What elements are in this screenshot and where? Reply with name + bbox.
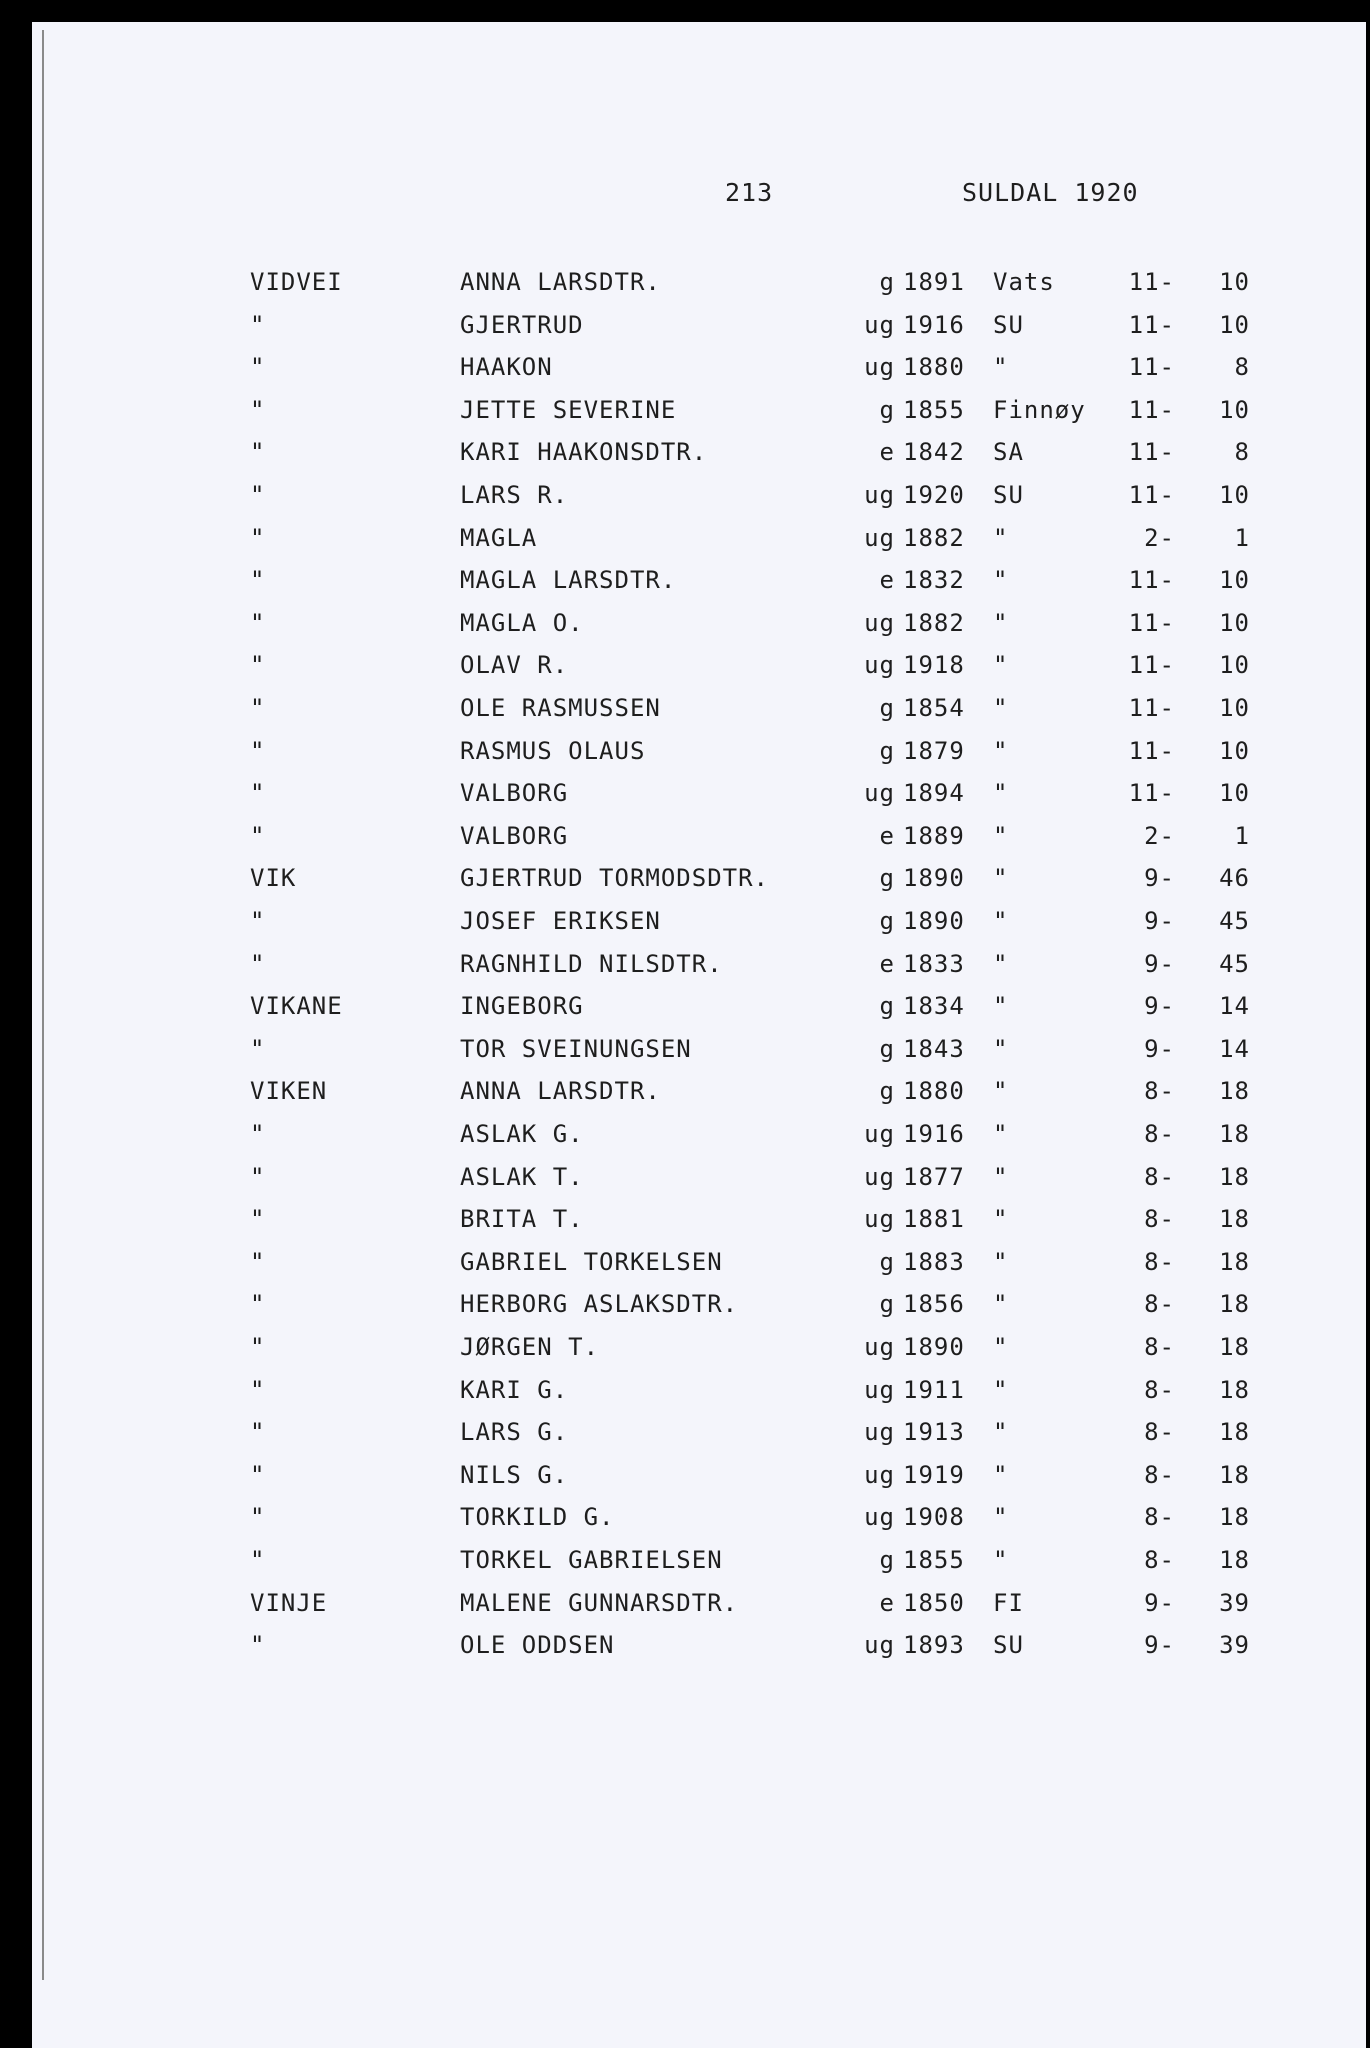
place-cell: " <box>250 907 266 935</box>
year-cell: 1890 <box>903 1333 965 1361</box>
status-cell: ug <box>864 779 895 807</box>
table-row <box>0 907 1370 947</box>
status-cell: g <box>879 737 895 765</box>
household-number-cell: 10 <box>1219 609 1250 637</box>
year-cell: 1879 <box>903 737 965 765</box>
year-cell: 1883 <box>903 1248 965 1276</box>
household-number-cell: 45 <box>1219 950 1250 978</box>
house-number-cell: 8- <box>1144 1503 1175 1531</box>
place-cell: " <box>250 779 266 807</box>
name-cell: ASLAK G. <box>460 1120 584 1148</box>
table-row <box>0 609 1370 649</box>
birthplace-cell: " <box>993 1035 1009 1063</box>
household-number-cell: 10 <box>1219 481 1250 509</box>
table-row <box>0 864 1370 904</box>
household-number-cell: 45 <box>1219 907 1250 935</box>
birthplace-cell: Vats <box>993 268 1055 296</box>
year-cell: 1832 <box>903 566 965 594</box>
status-cell: ug <box>864 311 895 339</box>
year-cell: 1913 <box>903 1418 965 1446</box>
table-row <box>0 1163 1370 1203</box>
household-number-cell: 8 <box>1234 438 1250 466</box>
table-row <box>0 1035 1370 1075</box>
house-number-cell: 8- <box>1144 1248 1175 1276</box>
name-cell: RAGNHILD NILSDTR. <box>460 950 723 978</box>
status-cell: ug <box>864 1418 895 1446</box>
household-number-cell: 10 <box>1219 311 1250 339</box>
table-row <box>0 353 1370 393</box>
birthplace-cell: " <box>993 1163 1009 1191</box>
house-number-cell: 11- <box>1128 481 1175 509</box>
status-cell: ug <box>864 1333 895 1361</box>
status-cell: ug <box>864 481 895 509</box>
birthplace-cell: " <box>993 1077 1009 1105</box>
table-row <box>0 1205 1370 1245</box>
year-cell: 1890 <box>903 864 965 892</box>
birthplace-cell: " <box>993 992 1009 1020</box>
name-cell: MAGLA O. <box>460 609 584 637</box>
name-cell: HERBORG ASLAKSDTR. <box>460 1290 739 1318</box>
birthplace-cell: " <box>993 1290 1009 1318</box>
table-row <box>0 481 1370 521</box>
table-row <box>0 1376 1370 1416</box>
name-cell: LARS G. <box>460 1418 569 1446</box>
house-number-cell: 11- <box>1128 737 1175 765</box>
household-number-cell: 18 <box>1219 1418 1250 1446</box>
status-cell: e <box>879 1589 895 1617</box>
year-cell: 1918 <box>903 651 965 679</box>
name-cell: BRITA T. <box>460 1205 584 1233</box>
birthplace-cell: " <box>993 651 1009 679</box>
birthplace-cell: FI <box>993 1589 1024 1617</box>
name-cell: MALENE GUNNARSDTR. <box>460 1589 739 1617</box>
household-number-cell: 18 <box>1219 1503 1250 1531</box>
household-number-cell: 39 <box>1219 1631 1250 1659</box>
house-number-cell: 8- <box>1144 1418 1175 1446</box>
place-cell: " <box>250 1333 266 1361</box>
place-cell: " <box>250 311 266 339</box>
year-cell: 1880 <box>903 353 965 381</box>
place-cell: " <box>250 822 266 850</box>
birthplace-cell: " <box>993 1333 1009 1361</box>
name-cell: NILS G. <box>460 1461 569 1489</box>
table-row <box>0 1546 1370 1586</box>
status-cell: g <box>879 268 895 296</box>
name-cell: JOSEF ERIKSEN <box>460 907 661 935</box>
household-number-cell: 18 <box>1219 1546 1250 1574</box>
place-cell: " <box>250 737 266 765</box>
place-cell: VINJE <box>250 1589 328 1617</box>
house-number-cell: 11- <box>1128 268 1175 296</box>
table-row <box>0 1077 1370 1117</box>
table-row <box>0 396 1370 436</box>
name-cell: ANNA LARSDTR. <box>460 1077 661 1105</box>
place-cell: " <box>250 438 266 466</box>
birthplace-cell: " <box>993 1248 1009 1276</box>
birthplace-cell: " <box>993 1205 1009 1233</box>
name-cell: VALBORG <box>460 822 569 850</box>
household-number-cell: 39 <box>1219 1589 1250 1617</box>
name-cell: TOR SVEINUNGSEN <box>460 1035 692 1063</box>
household-number-cell: 14 <box>1219 1035 1250 1063</box>
house-number-cell: 9- <box>1144 864 1175 892</box>
house-number-cell: 9- <box>1144 950 1175 978</box>
status-cell: ug <box>864 353 895 381</box>
name-cell: TORKEL GABRIELSEN <box>460 1546 723 1574</box>
year-cell: 1911 <box>903 1376 965 1404</box>
table-row <box>0 1503 1370 1543</box>
house-number-cell: 11- <box>1128 353 1175 381</box>
birthplace-cell: Finnøy <box>993 396 1086 424</box>
birthplace-cell: " <box>993 907 1009 935</box>
page-number: 213 <box>725 178 774 207</box>
status-cell: g <box>879 1248 895 1276</box>
place-cell: " <box>250 353 266 381</box>
name-cell: LARS R. <box>460 481 569 509</box>
name-cell: HAAKON <box>460 353 553 381</box>
birthplace-cell: " <box>993 524 1009 552</box>
house-number-cell: 11- <box>1128 311 1175 339</box>
year-cell: 1916 <box>903 1120 965 1148</box>
place-cell: VIDVEI <box>250 268 343 296</box>
year-cell: 1894 <box>903 779 965 807</box>
house-number-cell: 9- <box>1144 1035 1175 1063</box>
house-number-cell: 8- <box>1144 1290 1175 1318</box>
table-row <box>0 779 1370 819</box>
year-cell: 1842 <box>903 438 965 466</box>
place-cell: " <box>250 1035 266 1063</box>
house-number-cell: 9- <box>1144 1589 1175 1617</box>
table-row <box>0 1290 1370 1330</box>
place-cell: " <box>250 1205 266 1233</box>
name-cell: KARI G. <box>460 1376 569 1404</box>
house-number-cell: 11- <box>1128 651 1175 679</box>
table-row <box>0 737 1370 777</box>
year-cell: 1854 <box>903 694 965 722</box>
table-row <box>0 566 1370 606</box>
year-cell: 1889 <box>903 822 965 850</box>
status-cell: ug <box>864 1163 895 1191</box>
place-cell: " <box>250 1461 266 1489</box>
year-cell: 1882 <box>903 609 965 637</box>
house-number-cell: 11- <box>1128 694 1175 722</box>
birthplace-cell: " <box>993 864 1009 892</box>
birthplace-cell: " <box>993 1546 1009 1574</box>
table-row <box>0 950 1370 990</box>
house-number-cell: 9- <box>1144 907 1175 935</box>
name-cell: ANNA LARSDTR. <box>460 268 661 296</box>
birthplace-cell: " <box>993 1503 1009 1531</box>
table-row <box>0 1418 1370 1458</box>
house-number-cell: 11- <box>1128 566 1175 594</box>
house-number-cell: 11- <box>1128 438 1175 466</box>
table-row <box>0 438 1370 478</box>
name-cell: INGEBORG <box>460 992 584 1020</box>
birthplace-cell: " <box>993 1418 1009 1446</box>
year-cell: 1893 <box>903 1631 965 1659</box>
household-number-cell: 18 <box>1219 1333 1250 1361</box>
year-cell: 1843 <box>903 1035 965 1063</box>
status-cell: ug <box>864 609 895 637</box>
status-cell: ug <box>864 1120 895 1148</box>
place-cell: " <box>250 1248 266 1276</box>
page-title: SULDAL 1920 <box>962 178 1139 207</box>
status-cell: e <box>879 822 895 850</box>
household-number-cell: 10 <box>1219 566 1250 594</box>
year-cell: 1891 <box>903 268 965 296</box>
table-row <box>0 1120 1370 1160</box>
table-row <box>0 1461 1370 1501</box>
status-cell: ug <box>864 1631 895 1659</box>
table-row <box>0 694 1370 734</box>
year-cell: 1916 <box>903 311 965 339</box>
household-number-cell: 10 <box>1219 779 1250 807</box>
household-number-cell: 10 <box>1219 737 1250 765</box>
birthplace-cell: SU <box>993 481 1024 509</box>
year-cell: 1919 <box>903 1461 965 1489</box>
household-number-cell: 18 <box>1219 1163 1250 1191</box>
name-cell: VALBORG <box>460 779 569 807</box>
place-cell: " <box>250 1376 266 1404</box>
house-number-cell: 8- <box>1144 1163 1175 1191</box>
house-number-cell: 2- <box>1144 822 1175 850</box>
table-row <box>0 524 1370 564</box>
household-number-cell: 1 <box>1234 524 1250 552</box>
status-cell: g <box>879 992 895 1020</box>
household-number-cell: 10 <box>1219 694 1250 722</box>
birthplace-cell: " <box>993 950 1009 978</box>
household-number-cell: 18 <box>1219 1376 1250 1404</box>
table-row <box>0 1631 1370 1671</box>
place-cell: " <box>250 1120 266 1148</box>
place-cell: " <box>250 1503 266 1531</box>
house-number-cell: 8- <box>1144 1120 1175 1148</box>
name-cell: RASMUS OLAUS <box>460 737 646 765</box>
household-number-cell: 10 <box>1219 396 1250 424</box>
year-cell: 1856 <box>903 1290 965 1318</box>
house-number-cell: 8- <box>1144 1077 1175 1105</box>
status-cell: g <box>879 1077 895 1105</box>
place-cell: VIKEN <box>250 1077 328 1105</box>
household-number-cell: 14 <box>1219 992 1250 1020</box>
house-number-cell: 11- <box>1128 396 1175 424</box>
status-cell: g <box>879 1546 895 1574</box>
table-row <box>0 1248 1370 1288</box>
name-cell: ASLAK T. <box>460 1163 584 1191</box>
status-cell: ug <box>864 1503 895 1531</box>
house-number-cell: 8- <box>1144 1333 1175 1361</box>
status-cell: e <box>879 566 895 594</box>
household-number-cell: 8 <box>1234 353 1250 381</box>
place-cell: " <box>250 1631 266 1659</box>
place-cell: " <box>250 651 266 679</box>
name-cell: OLE RASMUSSEN <box>460 694 661 722</box>
status-cell: ug <box>864 1376 895 1404</box>
name-cell: JØRGEN T. <box>460 1333 600 1361</box>
table-row <box>0 822 1370 862</box>
status-cell: g <box>879 907 895 935</box>
year-cell: 1920 <box>903 481 965 509</box>
status-cell: g <box>879 1035 895 1063</box>
status-cell: ug <box>864 651 895 679</box>
status-cell: e <box>879 438 895 466</box>
house-number-cell: 8- <box>1144 1205 1175 1233</box>
name-cell: TORKILD G. <box>460 1503 615 1531</box>
household-number-cell: 18 <box>1219 1248 1250 1276</box>
birthplace-cell: " <box>993 694 1009 722</box>
status-cell: ug <box>864 1205 895 1233</box>
household-number-cell: 18 <box>1219 1120 1250 1148</box>
status-cell: e <box>879 950 895 978</box>
year-cell: 1855 <box>903 1546 965 1574</box>
table-row <box>0 1589 1370 1629</box>
status-cell: ug <box>864 524 895 552</box>
status-cell: g <box>879 864 895 892</box>
birthplace-cell: " <box>993 1376 1009 1404</box>
household-number-cell: 18 <box>1219 1205 1250 1233</box>
birthplace-cell: " <box>993 609 1009 637</box>
year-cell: 1881 <box>903 1205 965 1233</box>
place-cell: " <box>250 1163 266 1191</box>
year-cell: 1908 <box>903 1503 965 1531</box>
table-row <box>0 992 1370 1032</box>
house-number-cell: 8- <box>1144 1376 1175 1404</box>
household-number-cell: 10 <box>1219 268 1250 296</box>
place-cell: " <box>250 950 266 978</box>
house-number-cell: 8- <box>1144 1461 1175 1489</box>
house-number-cell: 11- <box>1128 779 1175 807</box>
place-cell: VIKANE <box>250 992 343 1020</box>
place-cell: " <box>250 481 266 509</box>
table-row <box>0 651 1370 691</box>
place-cell: " <box>250 1290 266 1318</box>
year-cell: 1850 <box>903 1589 965 1617</box>
birthplace-cell: SU <box>993 1631 1024 1659</box>
place-cell: " <box>250 1418 266 1446</box>
status-cell: g <box>879 396 895 424</box>
household-number-cell: 18 <box>1219 1461 1250 1489</box>
household-number-cell: 10 <box>1219 651 1250 679</box>
place-cell: VIK <box>250 864 297 892</box>
year-cell: 1880 <box>903 1077 965 1105</box>
name-cell: JETTE SEVERINE <box>460 396 677 424</box>
birthplace-cell: " <box>993 566 1009 594</box>
year-cell: 1834 <box>903 992 965 1020</box>
house-number-cell: 8- <box>1144 1546 1175 1574</box>
house-number-cell: 9- <box>1144 1631 1175 1659</box>
place-cell: " <box>250 566 266 594</box>
name-cell: GJERTRUD <box>460 311 584 339</box>
birthplace-cell: SU <box>993 311 1024 339</box>
birthplace-cell: " <box>993 737 1009 765</box>
name-cell: MAGLA LARSDTR. <box>460 566 677 594</box>
place-cell: " <box>250 1546 266 1574</box>
place-cell: " <box>250 524 266 552</box>
birthplace-cell: SA <box>993 438 1024 466</box>
year-cell: 1833 <box>903 950 965 978</box>
place-cell: " <box>250 609 266 637</box>
house-number-cell: 11- <box>1128 609 1175 637</box>
household-number-cell: 1 <box>1234 822 1250 850</box>
birthplace-cell: " <box>993 353 1009 381</box>
status-cell: ug <box>864 1461 895 1489</box>
house-number-cell: 9- <box>1144 992 1175 1020</box>
birthplace-cell: " <box>993 1120 1009 1148</box>
table-row <box>0 1333 1370 1373</box>
year-cell: 1877 <box>903 1163 965 1191</box>
table-row <box>0 311 1370 351</box>
place-cell: " <box>250 396 266 424</box>
status-cell: g <box>879 1290 895 1318</box>
name-cell: MAGLA <box>460 524 538 552</box>
name-cell: OLAV R. <box>460 651 569 679</box>
year-cell: 1855 <box>903 396 965 424</box>
year-cell: 1890 <box>903 907 965 935</box>
place-cell: " <box>250 694 266 722</box>
name-cell: GABRIEL TORKELSEN <box>460 1248 723 1276</box>
household-number-cell: 46 <box>1219 864 1250 892</box>
birthplace-cell: " <box>993 822 1009 850</box>
year-cell: 1882 <box>903 524 965 552</box>
household-number-cell: 18 <box>1219 1290 1250 1318</box>
name-cell: KARI HAAKONSDTR. <box>460 438 708 466</box>
household-number-cell: 18 <box>1219 1077 1250 1105</box>
name-cell: OLE ODDSEN <box>460 1631 615 1659</box>
birthplace-cell: " <box>993 1461 1009 1489</box>
status-cell: g <box>879 694 895 722</box>
house-number-cell: 2- <box>1144 524 1175 552</box>
name-cell: GJERTRUD TORMODSDTR. <box>460 864 769 892</box>
table-row <box>0 268 1370 308</box>
birthplace-cell: " <box>993 779 1009 807</box>
